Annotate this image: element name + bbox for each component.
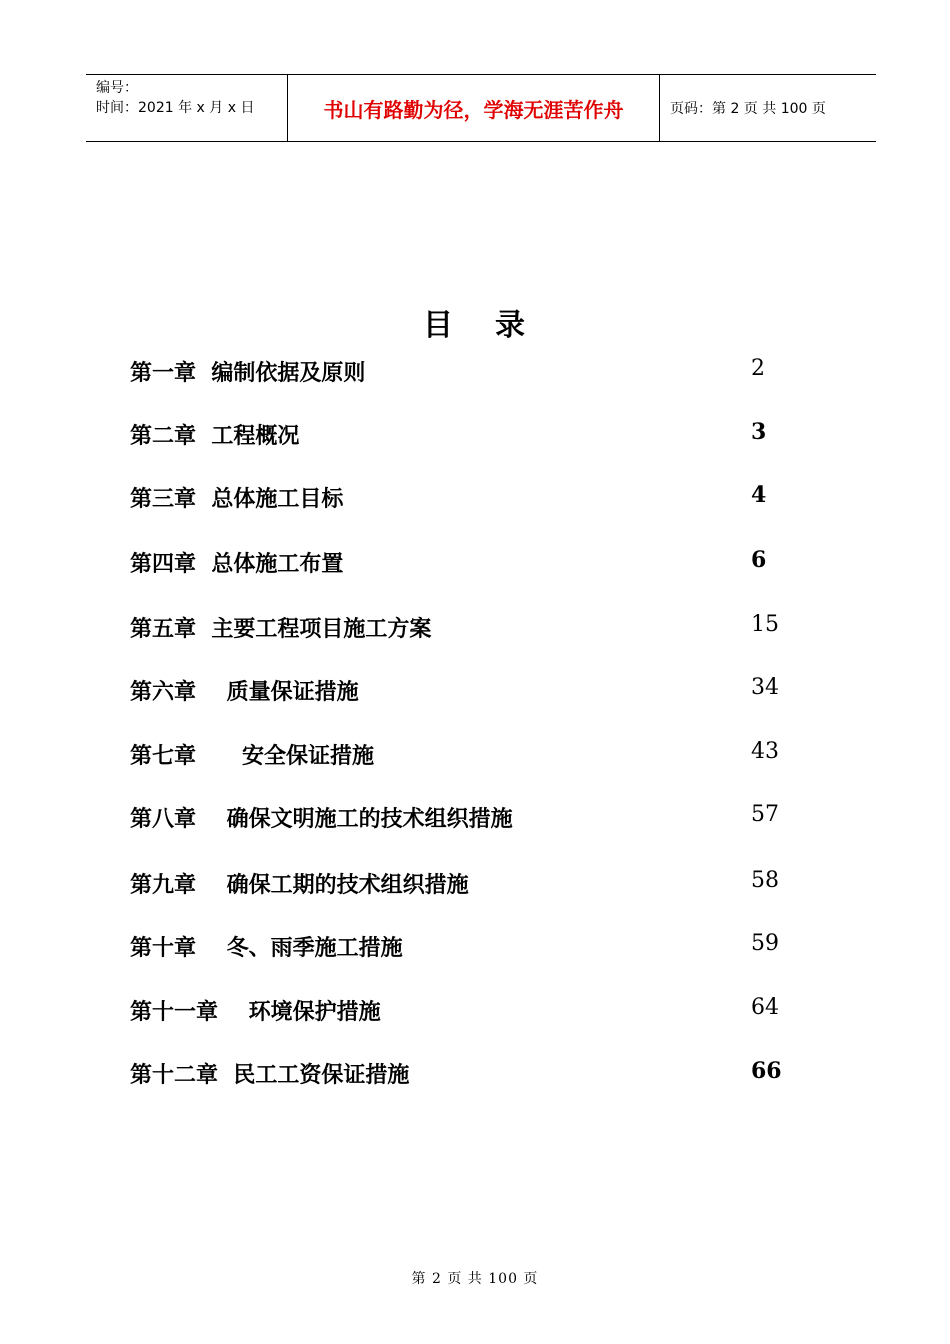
toc-entry-page: 43 xyxy=(751,739,779,764)
toc-entry-page: 4 xyxy=(751,482,767,508)
toc-entry-page: 66 xyxy=(751,1058,782,1084)
toc-entry[interactable] xyxy=(130,1058,830,1098)
toc-entry-title: 第五章 主要工程项目施工方案 xyxy=(130,616,432,642)
page-footer: 第 2 页 共 100 页 xyxy=(411,1271,539,1287)
toc-entry-title: 第九章 确保工期的技术组织措施 xyxy=(130,872,469,898)
toc-entry-page: 2 xyxy=(751,356,765,381)
toc-entry[interactable] xyxy=(130,547,830,587)
toc-entry-page: 57 xyxy=(751,802,779,827)
document-number-label: 编号： xyxy=(96,80,138,96)
toc-entry[interactable] xyxy=(130,612,830,652)
toc-entry-title: 第六章 质量保证措施 xyxy=(130,679,359,705)
toc-entry-page: 58 xyxy=(751,868,779,893)
toc-entry[interactable] xyxy=(130,931,830,971)
toc-entry-page: 6 xyxy=(751,547,767,573)
toc-entry[interactable] xyxy=(130,802,830,842)
toc-entry-title: 第二章 工程概况 xyxy=(130,423,300,449)
toc-entry[interactable] xyxy=(130,482,830,522)
toc-entry[interactable] xyxy=(130,868,830,908)
toc-entry-title: 第十二章 民工工资保证措施 xyxy=(130,1062,410,1088)
toc-entry-page: 64 xyxy=(751,995,779,1020)
page-header xyxy=(86,74,876,142)
toc-title xyxy=(0,300,950,344)
document-time-label: 时间：2021 年 x 月 x 日 xyxy=(96,100,255,116)
toc-entry-page: 3 xyxy=(751,419,767,445)
toc-entry-page: 59 xyxy=(751,931,779,956)
toc-entry[interactable] xyxy=(130,739,830,779)
toc-entry-title: 第八章 确保文明施工的技术组织措施 xyxy=(130,806,513,832)
toc-entry-title: 第七章 安全保证措施 xyxy=(130,743,374,769)
toc-title-char-2: 录 xyxy=(495,308,527,343)
header-motto: 书山有路勤为径，学海无涯苦作舟 xyxy=(288,75,660,141)
header-page-info: 页码：第 2 页 共 100 页 xyxy=(670,101,826,117)
toc-entry-page: 34 xyxy=(751,675,779,700)
toc-entry-title: 第十章 冬、雨季施工措施 xyxy=(130,935,403,961)
toc-entry-title: 第十一章 环境保护措施 xyxy=(130,999,381,1025)
toc-entry-page: 15 xyxy=(751,612,779,637)
toc-entry-title: 第一章 编制依据及原则 xyxy=(130,360,366,386)
toc-entry-title: 第四章 总体施工布置 xyxy=(130,551,344,577)
toc-entry[interactable] xyxy=(130,356,830,396)
header-meta xyxy=(86,75,288,141)
toc-entry[interactable] xyxy=(130,419,830,459)
toc-entry[interactable] xyxy=(130,995,830,1035)
toc-entry[interactable] xyxy=(130,675,830,715)
toc-title-char-1: 目 xyxy=(423,308,455,343)
toc-entry-title: 第三章 总体施工目标 xyxy=(130,486,344,512)
